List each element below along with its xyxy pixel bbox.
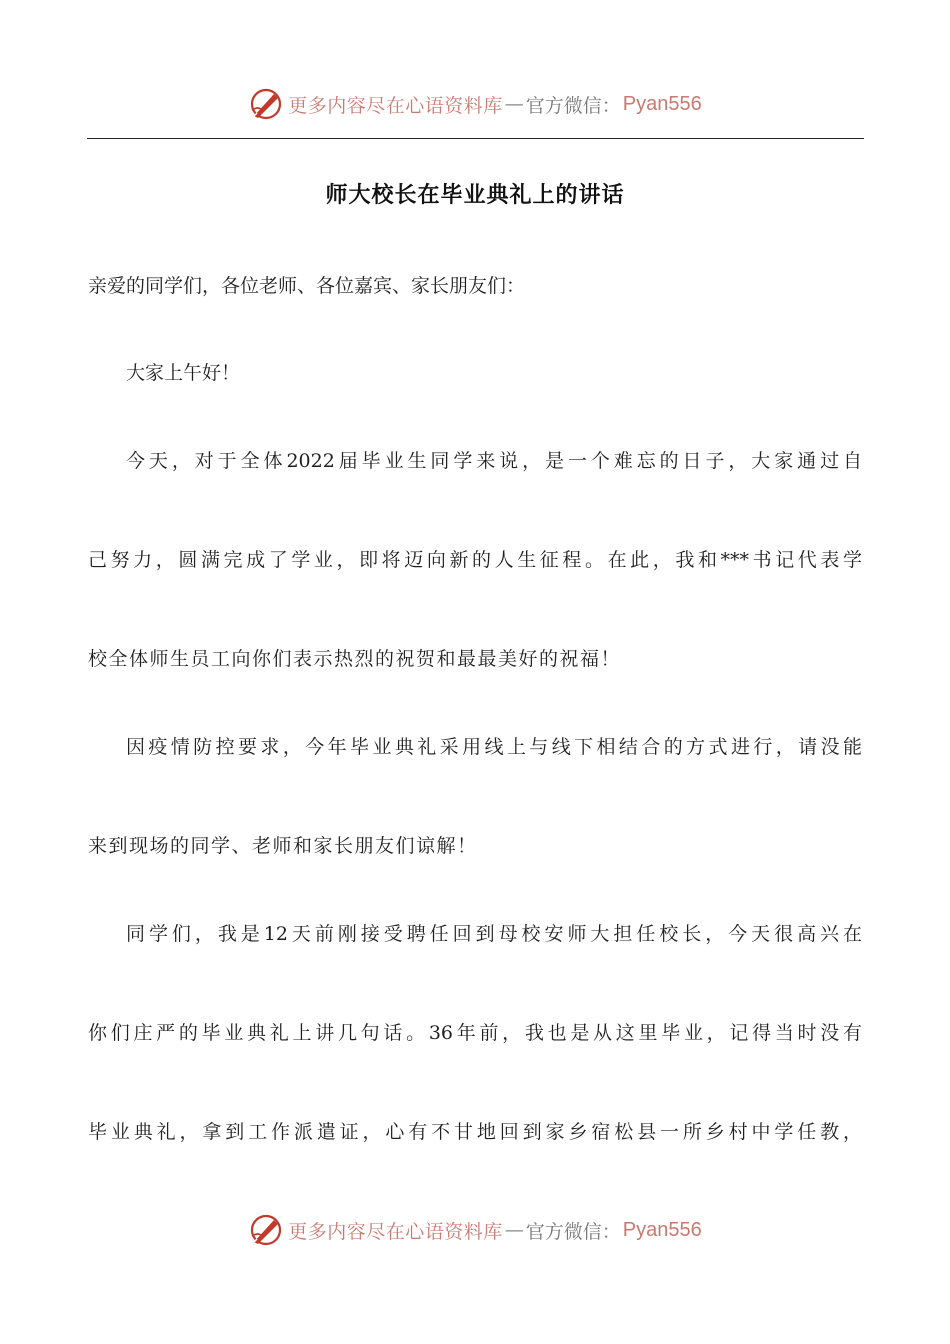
watermark-handle: Pyan556 bbox=[622, 1218, 702, 1241]
paragraph-line: 今天，对于全体2022届毕业生同学来说，是一个难忘的日子，大家通过自 bbox=[126, 450, 862, 472]
paragraph-line: 毕业典礼，拿到工作派遣证，心有不甘地回到家乡宿松县一所乡村中学任教， bbox=[88, 1121, 862, 1143]
paragraph-line: 因疫情防控要求，今年毕业典礼采用线上与线下相结合的方式进行，请没能 bbox=[126, 736, 862, 758]
watermark-dash: — bbox=[504, 93, 524, 115]
document-title: 师大校长在毕业典礼上的讲话 bbox=[325, 183, 625, 208]
watermark-label: 官方微信： bbox=[525, 94, 621, 117]
watermark-handle: Pyan556 bbox=[622, 92, 702, 115]
header-watermark bbox=[0, 82, 950, 126]
watermark-dash: — bbox=[504, 1219, 524, 1241]
pen-logo-icon bbox=[248, 1212, 284, 1248]
watermark-label: 官方微信： bbox=[525, 1220, 621, 1243]
paragraph-line: 你们庄严的毕业典礼上讲几句话。36年前，我也是从这里毕业，记得当时没有 bbox=[88, 1022, 862, 1044]
greeting-line: 大家上午好！ bbox=[126, 362, 241, 384]
pen-logo-icon bbox=[248, 86, 284, 122]
paragraph-line: 校全体师生员工向你们表示热烈的祝贺和最最美好的祝福！ bbox=[88, 648, 622, 670]
paragraph-line: 己努力，圆满完成了学业，即将迈向新的人生征程。在此，我和***书记代表学 bbox=[88, 549, 862, 571]
footer-watermark bbox=[0, 1208, 950, 1252]
watermark-text: 更多内容尽在心语资料库 bbox=[288, 94, 503, 117]
paragraph-line: 来到现场的同学、老师和家长朋友们谅解！ bbox=[88, 835, 478, 857]
watermark-text: 更多内容尽在心语资料库 bbox=[288, 1220, 503, 1243]
salutation-line: 亲爱的同学们，各位老师、各位嘉宾、家长朋友们： bbox=[88, 275, 526, 297]
paragraph-line: 同学们，我是12天前刚接受聘任回到母校安师大担任校长，今天很高兴在 bbox=[126, 923, 862, 945]
header-divider bbox=[87, 138, 864, 139]
